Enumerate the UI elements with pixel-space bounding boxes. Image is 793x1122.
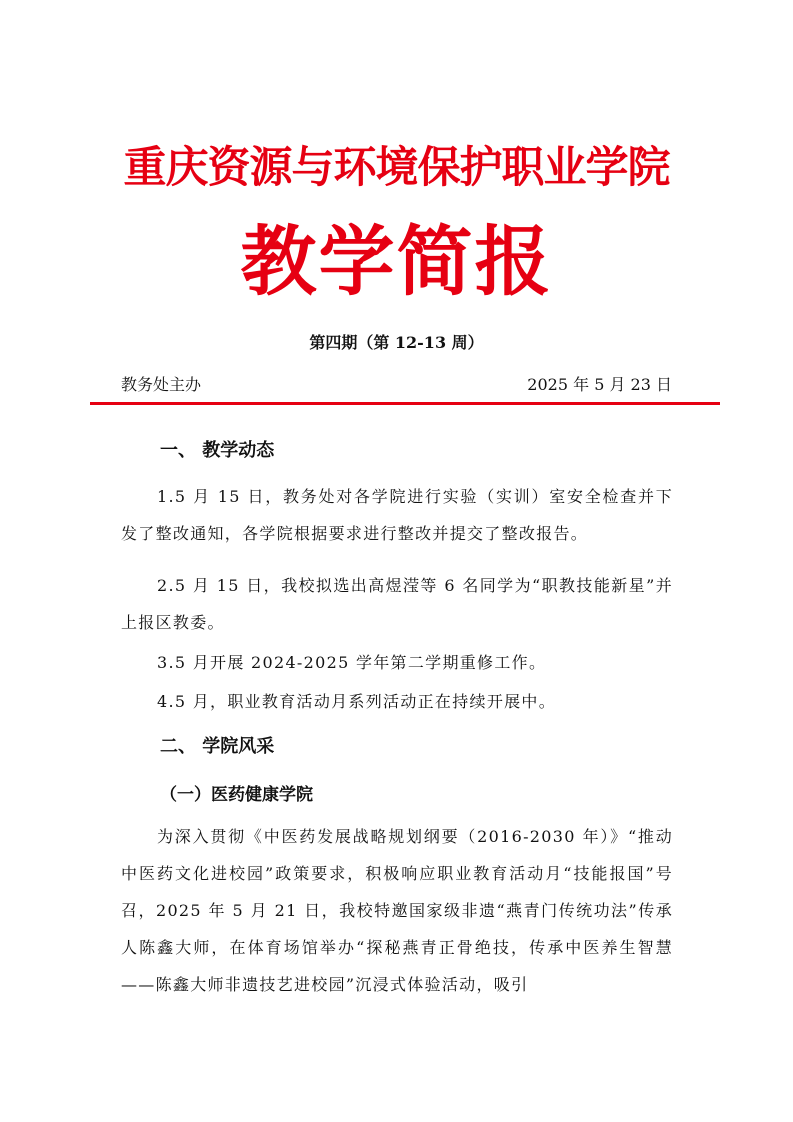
- date-label: 2025 年 5 月 23 日: [527, 375, 672, 394]
- teaching-item-2: 2.5 月 15 日，我校拟选出高煜滢等 6 名同学为“职教技能新星”并上报区教委。: [121, 576, 673, 632]
- org-title: 重庆资源与环境保护职业学院: [123, 143, 670, 193]
- host-label: 教务处主办: [121, 375, 202, 394]
- college-paragraph: 为深入贯彻《中医药发展战略规划纲要（2016-2030 年）》“推动中医药文化进校园”政策要求，积极响应职业教育活动月“技能报国”号召，2025 年 5 月 21 日，我校特邀国家级非遗“燕青门传统功法”传承人陈鑫大师，在体育场馆举办“探秘燕青正骨绝技，传承中医养生智慧——陈鑫大师非遗技艺进校园”沉浸式体验活动，吸引: [121, 827, 673, 994]
- issue-label: 第四期（第 12-13 周）: [309, 333, 484, 352]
- teaching-item-4: 4.5 月，职业教育活动月系列活动正在持续开展中。: [157, 692, 557, 711]
- bulletin-title: 教学简报: [240, 217, 553, 306]
- subsection-heading-medical: （一）医药健康学院: [160, 785, 313, 805]
- teaching-item-1: 1.5 月 15 日，教务处对各学院进行实验（实训）室安全检查并下发了整改通知，各学院根据要求进行整改并提交了整改报告。: [121, 487, 673, 543]
- header-divider: [90, 402, 720, 405]
- section-heading-teaching: 一、 教学动态: [160, 440, 275, 461]
- section-heading-college: 二、 学院风采: [160, 736, 275, 757]
- teaching-item-3: 3.5 月开展 2024-2025 学年第二学期重修工作。: [157, 653, 547, 672]
